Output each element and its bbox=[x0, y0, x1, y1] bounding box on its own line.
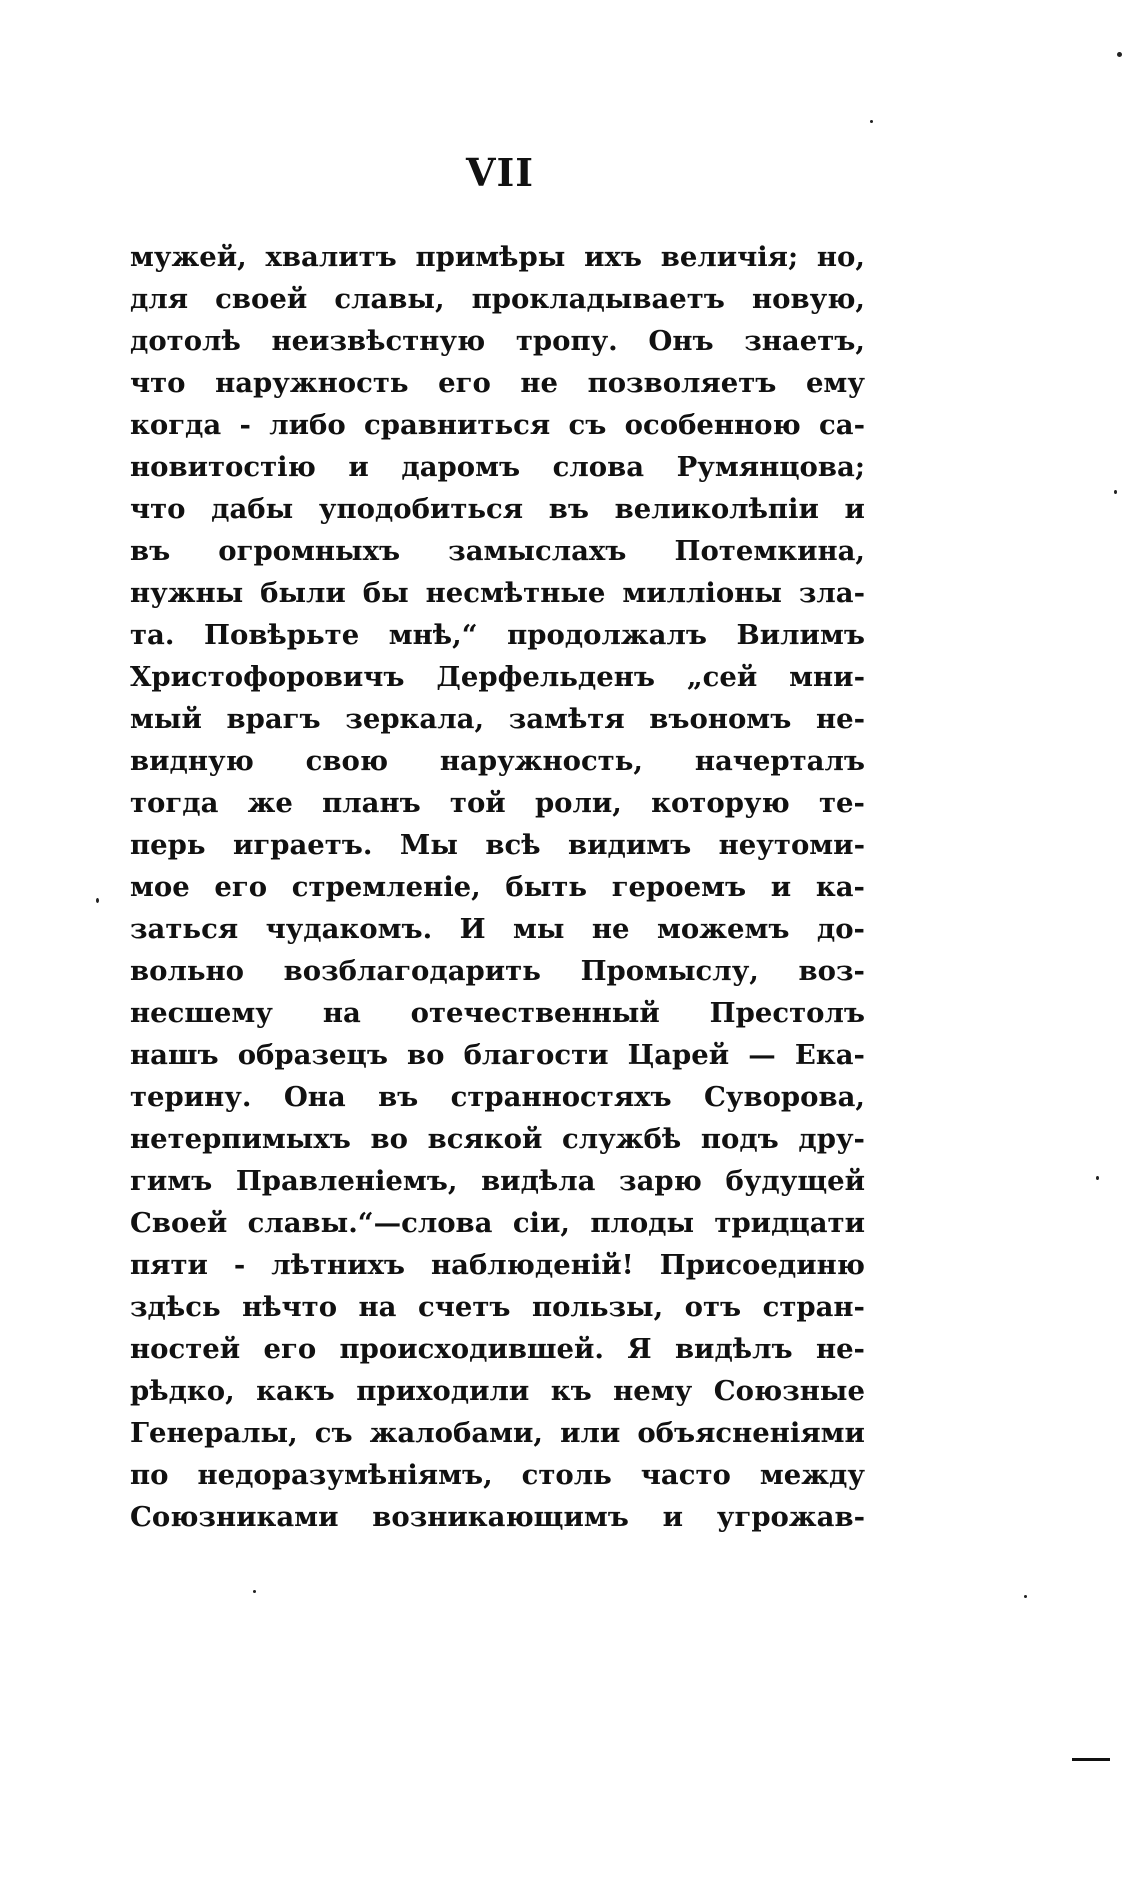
text-line: по недоразумѣніямъ, столь часто между bbox=[130, 1459, 865, 1491]
text-line: нужны были бы несмѣтные милліоны зла- bbox=[130, 577, 865, 609]
text-line: ностей его происходившей. Я видѣлъ не- bbox=[130, 1333, 865, 1365]
text-line: та. Повѣрьте мнѣ,“ продолжалъ Вилимъ bbox=[130, 619, 865, 651]
text-line: Генералы, съ жалобами, или объясненіями bbox=[130, 1417, 865, 1449]
text-line: когда - либо сравниться съ особенною са- bbox=[130, 409, 865, 441]
text-line: вольно возблагодарить Промыслу, воз- bbox=[130, 955, 865, 987]
page-number: VII bbox=[465, 150, 535, 195]
text-line: въ огромныхъ замыслахъ Потемкина, bbox=[130, 535, 865, 567]
text-line: для своей славы, прокладываетъ новую, bbox=[130, 283, 865, 315]
body-text bbox=[130, 236, 865, 1538]
text-line: мый врагъ зеркала, замѣтя въономъ не- bbox=[130, 703, 865, 735]
margin-rule bbox=[1072, 1758, 1110, 1761]
ink-speck bbox=[1114, 490, 1117, 494]
text-line: тогда же планъ той роли, которую те- bbox=[130, 787, 865, 819]
text-line: Своей славы.“—слова сіи, плоды тридцати bbox=[130, 1207, 865, 1239]
ink-speck bbox=[1024, 1595, 1027, 1598]
text-line: видную свою наружность, начерталъ bbox=[130, 745, 865, 777]
ink-speck bbox=[1117, 52, 1122, 57]
text-line: несшему на отечественный Престолъ bbox=[130, 997, 865, 1029]
text-line: здѣсь нѣчто на счетъ пользы, отъ стран- bbox=[130, 1291, 865, 1323]
text-line: перь играетъ. Мы всѣ видимъ неутоми- bbox=[130, 829, 865, 861]
ink-speck bbox=[1096, 1176, 1099, 1180]
text-line: что дабы уподобиться въ великолѣпіи и bbox=[130, 493, 865, 525]
text-line: заться чудакомъ. И мы не можемъ до- bbox=[130, 913, 865, 945]
text-line: что наружность его не позволяетъ ему bbox=[130, 367, 865, 399]
text-line: нетерпимыхъ во всякой службѣ подъ дру- bbox=[130, 1123, 865, 1155]
text-line: гимъ Правленіемъ, видѣла зарю будущей bbox=[130, 1165, 865, 1197]
text-line: Союзниками возникающимъ и угрожав- bbox=[130, 1501, 865, 1533]
ink-speck bbox=[96, 898, 99, 903]
text-line: терину. Она въ странностяхъ Суворова, bbox=[130, 1081, 865, 1113]
text-line: мужей, хвалитъ примѣры ихъ величія; но, bbox=[130, 241, 865, 273]
text-line: нашъ образецъ во благости Царей — Ека- bbox=[130, 1039, 865, 1071]
text-line: пяти - лѣтнихъ наблюденій! Присоединю bbox=[130, 1249, 865, 1281]
text-line: дотолѣ неизвѣстную тропу. Онъ знаетъ, bbox=[130, 325, 865, 357]
text-line: новитостію и даромъ слова Румянцова; bbox=[130, 451, 865, 483]
text-line: Христофоровичъ Дерфельденъ „сей мни- bbox=[130, 661, 865, 693]
ink-speck bbox=[870, 120, 873, 123]
text-line: рѣдко, какъ приходили къ нему Союзные bbox=[130, 1375, 865, 1407]
ink-speck bbox=[253, 1590, 256, 1593]
text-line: мое его стремленіе, быть героемъ и ка- bbox=[130, 871, 865, 903]
